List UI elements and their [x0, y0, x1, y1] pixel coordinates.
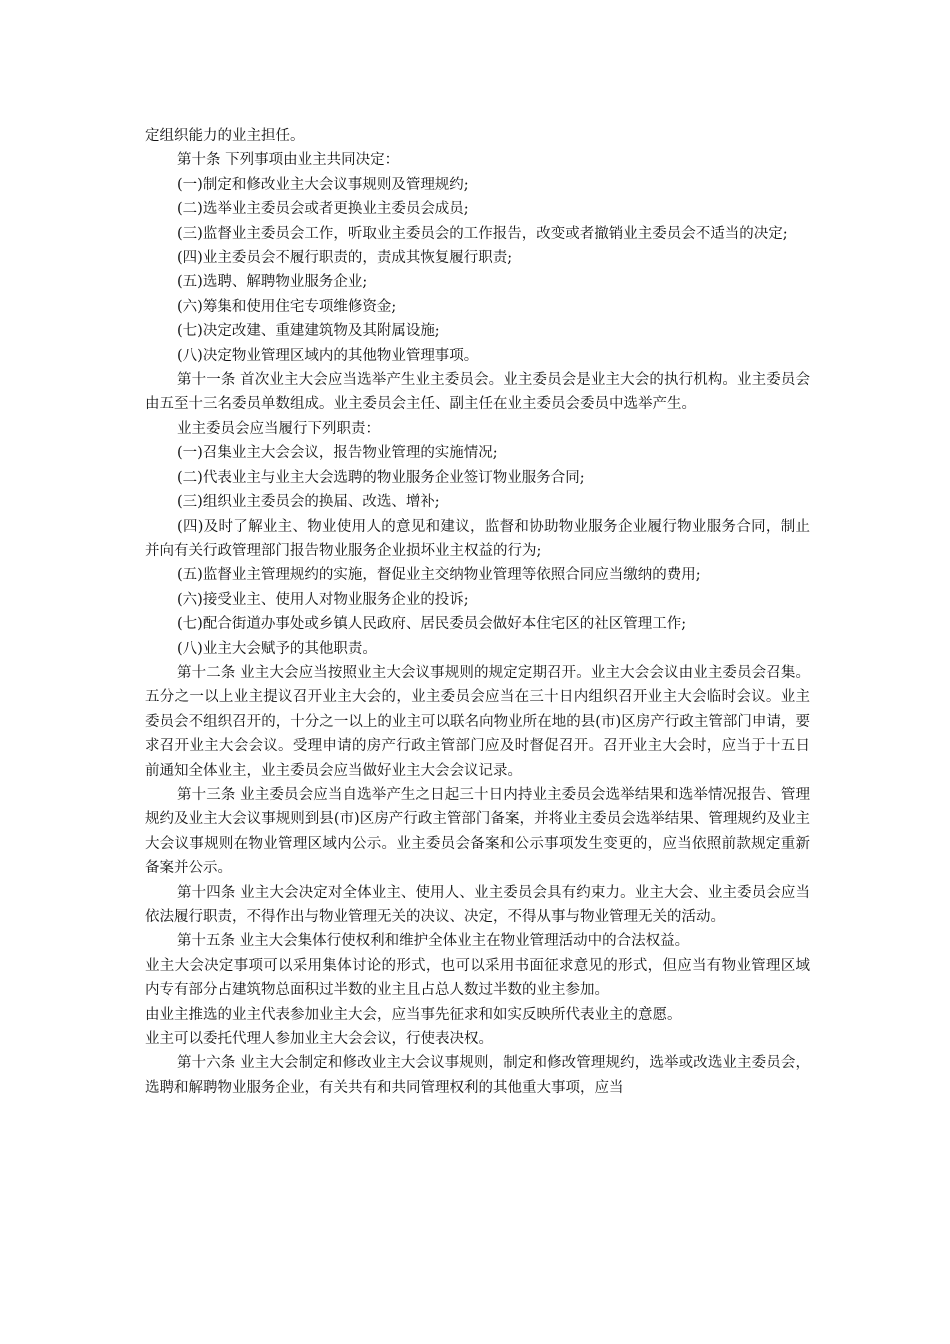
paragraph: 第十四条 业主大会决定对全体业主、使用人、业主委员会具有约束力。业主大会、业主委员会应当依法履行职责，不得作出与物业管理无关的决议、决定，不得从事与物业管理无关的活动。: [145, 884, 810, 925]
paragraph: 第十一条 首次业主大会应当选举产生业主委员会。业主委员会是业主大会的执行机构。业主委员会由五至十三名委员单数组成。业主委员会主任、副主任在业主委员会委员中选举产生。: [145, 372, 810, 413]
paragraph: (八)业主大会赋予的其他职责。: [177, 640, 377, 657]
paragraph: (六)接受业主、使用人对物业服务企业的投诉;: [177, 591, 469, 608]
paragraph: (四)及时了解业主、物业使用人的意见和建议，监督和协助物业服务企业履行物业服务合同，制止并向有关行政管理部门报告物业服务企业损坏业主权益的行为;: [145, 518, 810, 559]
paragraph: (一)召集业主大会会议，报告物业管理的实施情况;: [177, 445, 498, 462]
paragraph: 第十六条 业主大会制定和修改业主大会议事规则，制定和修改管理规约，选举或改选业主委员会，选聘和解聘物业服务企业，有关共有和共同管理权利的其他重大事项，应当: [145, 1055, 810, 1096]
paragraph: 第十五条 业主大会集体行使权利和维护全体业主在物业管理活动中的合法权益。: [177, 933, 690, 950]
paragraph: (二)代表业主与业主大会选聘的物业服务企业签订物业服务合同;: [177, 469, 585, 486]
paragraph: 定组织能力的业主担任。: [145, 128, 305, 144]
paragraph: (五)监督业主管理规约的实施，督促业主交纳物业管理等依照合同应当缴纳的费用;: [177, 567, 701, 584]
paragraph: (三)组织业主委员会的换届、改选、增补;: [177, 494, 440, 511]
paragraph: (七)配合街道办事处或乡镇人民政府、居民委员会做好本住宅区的社区管理工作;: [177, 616, 687, 633]
paragraph: 由业主推选的业主代表参加业主大会，应当事先征求和如实反映所代表业主的意愿。: [145, 1006, 682, 1023]
paragraph: 第十三条 业主委员会应当自选举产生之日起三十日内持业主委员会选举结果和选举情况报告、管理规约及业主大会议事规则到县(市)区房产行政主管部门备案，并将业主委员会选举结果、管理规约及业主大会议事规则在物业管理区域内公示。业主委员会备案和公示事项发生变更的，应当依照前款规定重新备案并公示。: [145, 786, 810, 877]
paragraph: (一)制定和修改业主大会议事规则及管理规约;: [177, 176, 469, 193]
paragraph: (八)决定物业管理区域内的其他物业管理事项。: [177, 347, 479, 364]
paragraph: 业主大会决定事项可以采用集体讨论的形式，也可以采用书面征求意见的形式，但应当有物业管理区域内专有部分占建筑物总面积过半数的业主且占总人数过半数的业主参加。: [145, 957, 810, 999]
paragraph: 业主可以委托代理人参加业主大会会议，行使表决权。: [145, 1031, 493, 1048]
paragraph: 第十条 下列事项由业主共同决定：: [177, 152, 400, 169]
paragraph: (五)选聘、解聘物业服务企业;: [177, 274, 368, 291]
paragraph: 业主委员会应当履行下列职责：: [177, 420, 380, 437]
paragraph: 第十二条 业主大会应当按照业主大会议事规则的规定定期召开。业主大会会议由业主委员会召集。五分之一以上业主提议召开业主大会的，业主委员会应当在三十日内组织召开业主大会临时会议。业主委员会不组织召开的，十分之一以上的业主可以联名向物业所在地的县(市)区房产行政主管部门申请，要求召开业主大会会议。受理申请的房产行政主管部门应及时督促召开。召开业主大会时，应当于十五日前通知全体业主，业主委员会应当做好业主大会会议记录。: [145, 664, 810, 779]
paragraph: (六)筹集和使用住宅专项维修资金;: [177, 298, 397, 315]
paragraph: (七)决定改建、重建建筑物及其附属设施;: [177, 323, 440, 340]
paragraph: (四)业主委员会不履行职责的，责成其恢复履行职责;: [177, 250, 513, 267]
paragraph: (二)选举业主委员会或者更换业主委员会成员;: [177, 201, 469, 218]
document-body: [145, 124, 810, 1100]
paragraph: (三)监督业主委员会工作，听取业主委员会的工作报告，改变或者撤销业主委员会不适当的决定;: [177, 225, 788, 242]
